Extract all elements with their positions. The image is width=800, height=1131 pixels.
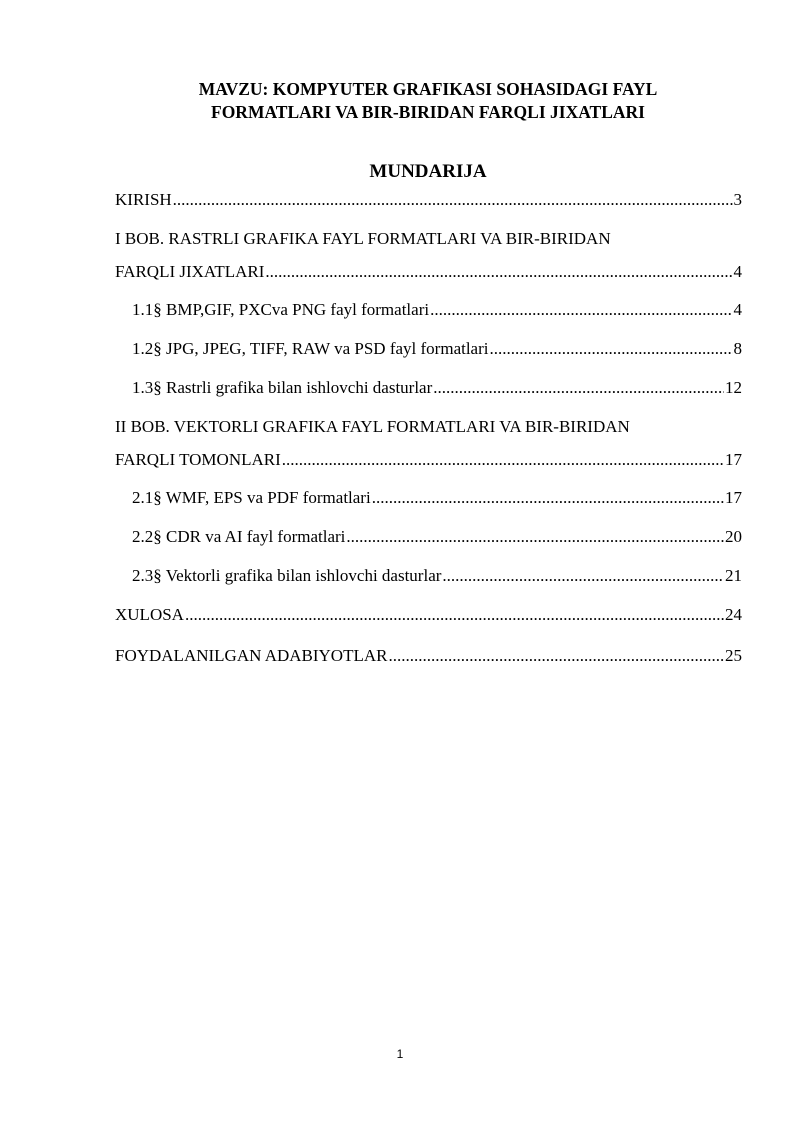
toc-entry-page: 12 xyxy=(725,378,742,397)
toc-entry-text: 1.3§ Rastrli grafika bilan ishlovchi dasturlar xyxy=(132,378,433,397)
toc-entry-references xyxy=(115,645,742,667)
toc-leader-dots xyxy=(388,645,724,667)
toc-leader-dots xyxy=(433,377,724,399)
toc-entry-page: 25 xyxy=(725,646,742,665)
toc-entry-page: 17 xyxy=(725,488,742,507)
toc-heading: MUNDARIJA xyxy=(369,161,487,182)
toc-entry-page: 24 xyxy=(725,605,742,624)
page-number: 1 xyxy=(396,1047,404,1061)
toc-leader-dots xyxy=(372,487,724,509)
toc-entry-text: KIRISH xyxy=(115,190,172,209)
toc-entry-text: 1.1§ BMP,GIF, PXCva PNG fayl formatlari xyxy=(132,300,430,319)
toc-entry-section-1-3 xyxy=(132,377,742,399)
toc-leader-dots xyxy=(282,449,724,471)
toc-leader-dots xyxy=(442,565,724,587)
toc-entry-text: 1.2§ JPG, JPEG, TIFF, RAW va PSD fayl formatlari xyxy=(132,339,489,358)
toc-entry-section-2-2 xyxy=(132,526,742,548)
toc-entry-section-1-2 xyxy=(132,338,742,360)
toc-entry-chapter-2 xyxy=(115,449,742,471)
toc-leader-dots xyxy=(265,261,732,283)
toc-entry-section-2-3 xyxy=(132,565,742,587)
document-title-line-1: MAVZU: KOMPYUTER GRAFIKASI SOHASIDAGI FAYL xyxy=(198,79,658,99)
toc-entry-text: FARQLI JIXATLARI xyxy=(115,262,265,281)
toc-entry-text: 2.2§ CDR va AI fayl formatlari xyxy=(132,527,346,546)
toc-leader-dots xyxy=(185,604,724,626)
toc-entry-page: 4 xyxy=(733,262,742,281)
toc-entry-section-2-1 xyxy=(132,487,742,509)
toc-entry-text: FOYDALANILGAN ADABIYOTLAR xyxy=(115,646,388,665)
toc-entry-xulosa xyxy=(115,604,742,626)
toc-entry-chapter-1-line-1: I BOB. RASTRLI GRAFIKA FAYL FORMATLARI VA BIR-BIRIDAN xyxy=(115,229,611,248)
toc-entry-text: FARQLI TOMONLARI xyxy=(115,450,281,469)
toc-entry-page: 8 xyxy=(733,339,742,358)
toc-entry-page: 20 xyxy=(725,527,742,546)
toc-entry-chapter-1 xyxy=(115,261,742,283)
toc-entry-page: 3 xyxy=(733,190,742,209)
document-title xyxy=(100,78,756,124)
toc-leader-dots xyxy=(346,526,724,548)
toc-leader-dots xyxy=(430,299,732,321)
toc-entry-page: 21 xyxy=(725,566,742,585)
toc-entry-text: XULOSA xyxy=(115,605,184,624)
toc-leader-dots xyxy=(490,338,733,360)
toc-entry-kirish xyxy=(115,189,742,211)
toc-entry-page: 17 xyxy=(725,450,742,469)
document-title-line-2: FORMATLARI VA BIR-BIRIDAN FARQLI JIXATLARI xyxy=(211,102,645,122)
toc-entry-text: 2.3§ Vektorli grafika bilan ishlovchi dasturlar xyxy=(132,566,442,585)
toc-leader-dots xyxy=(173,189,733,211)
toc-entry-section-1-1 xyxy=(132,299,742,321)
toc-entry-page: 4 xyxy=(733,300,742,319)
toc-entry-text: 2.1§ WMF, EPS va PDF formatlari xyxy=(132,488,371,507)
toc-entry-chapter-2-line-1: II BOB. VEKTORLI GRAFIKA FAYL FORMATLARI VA BIR-BIRIDAN xyxy=(115,417,630,436)
